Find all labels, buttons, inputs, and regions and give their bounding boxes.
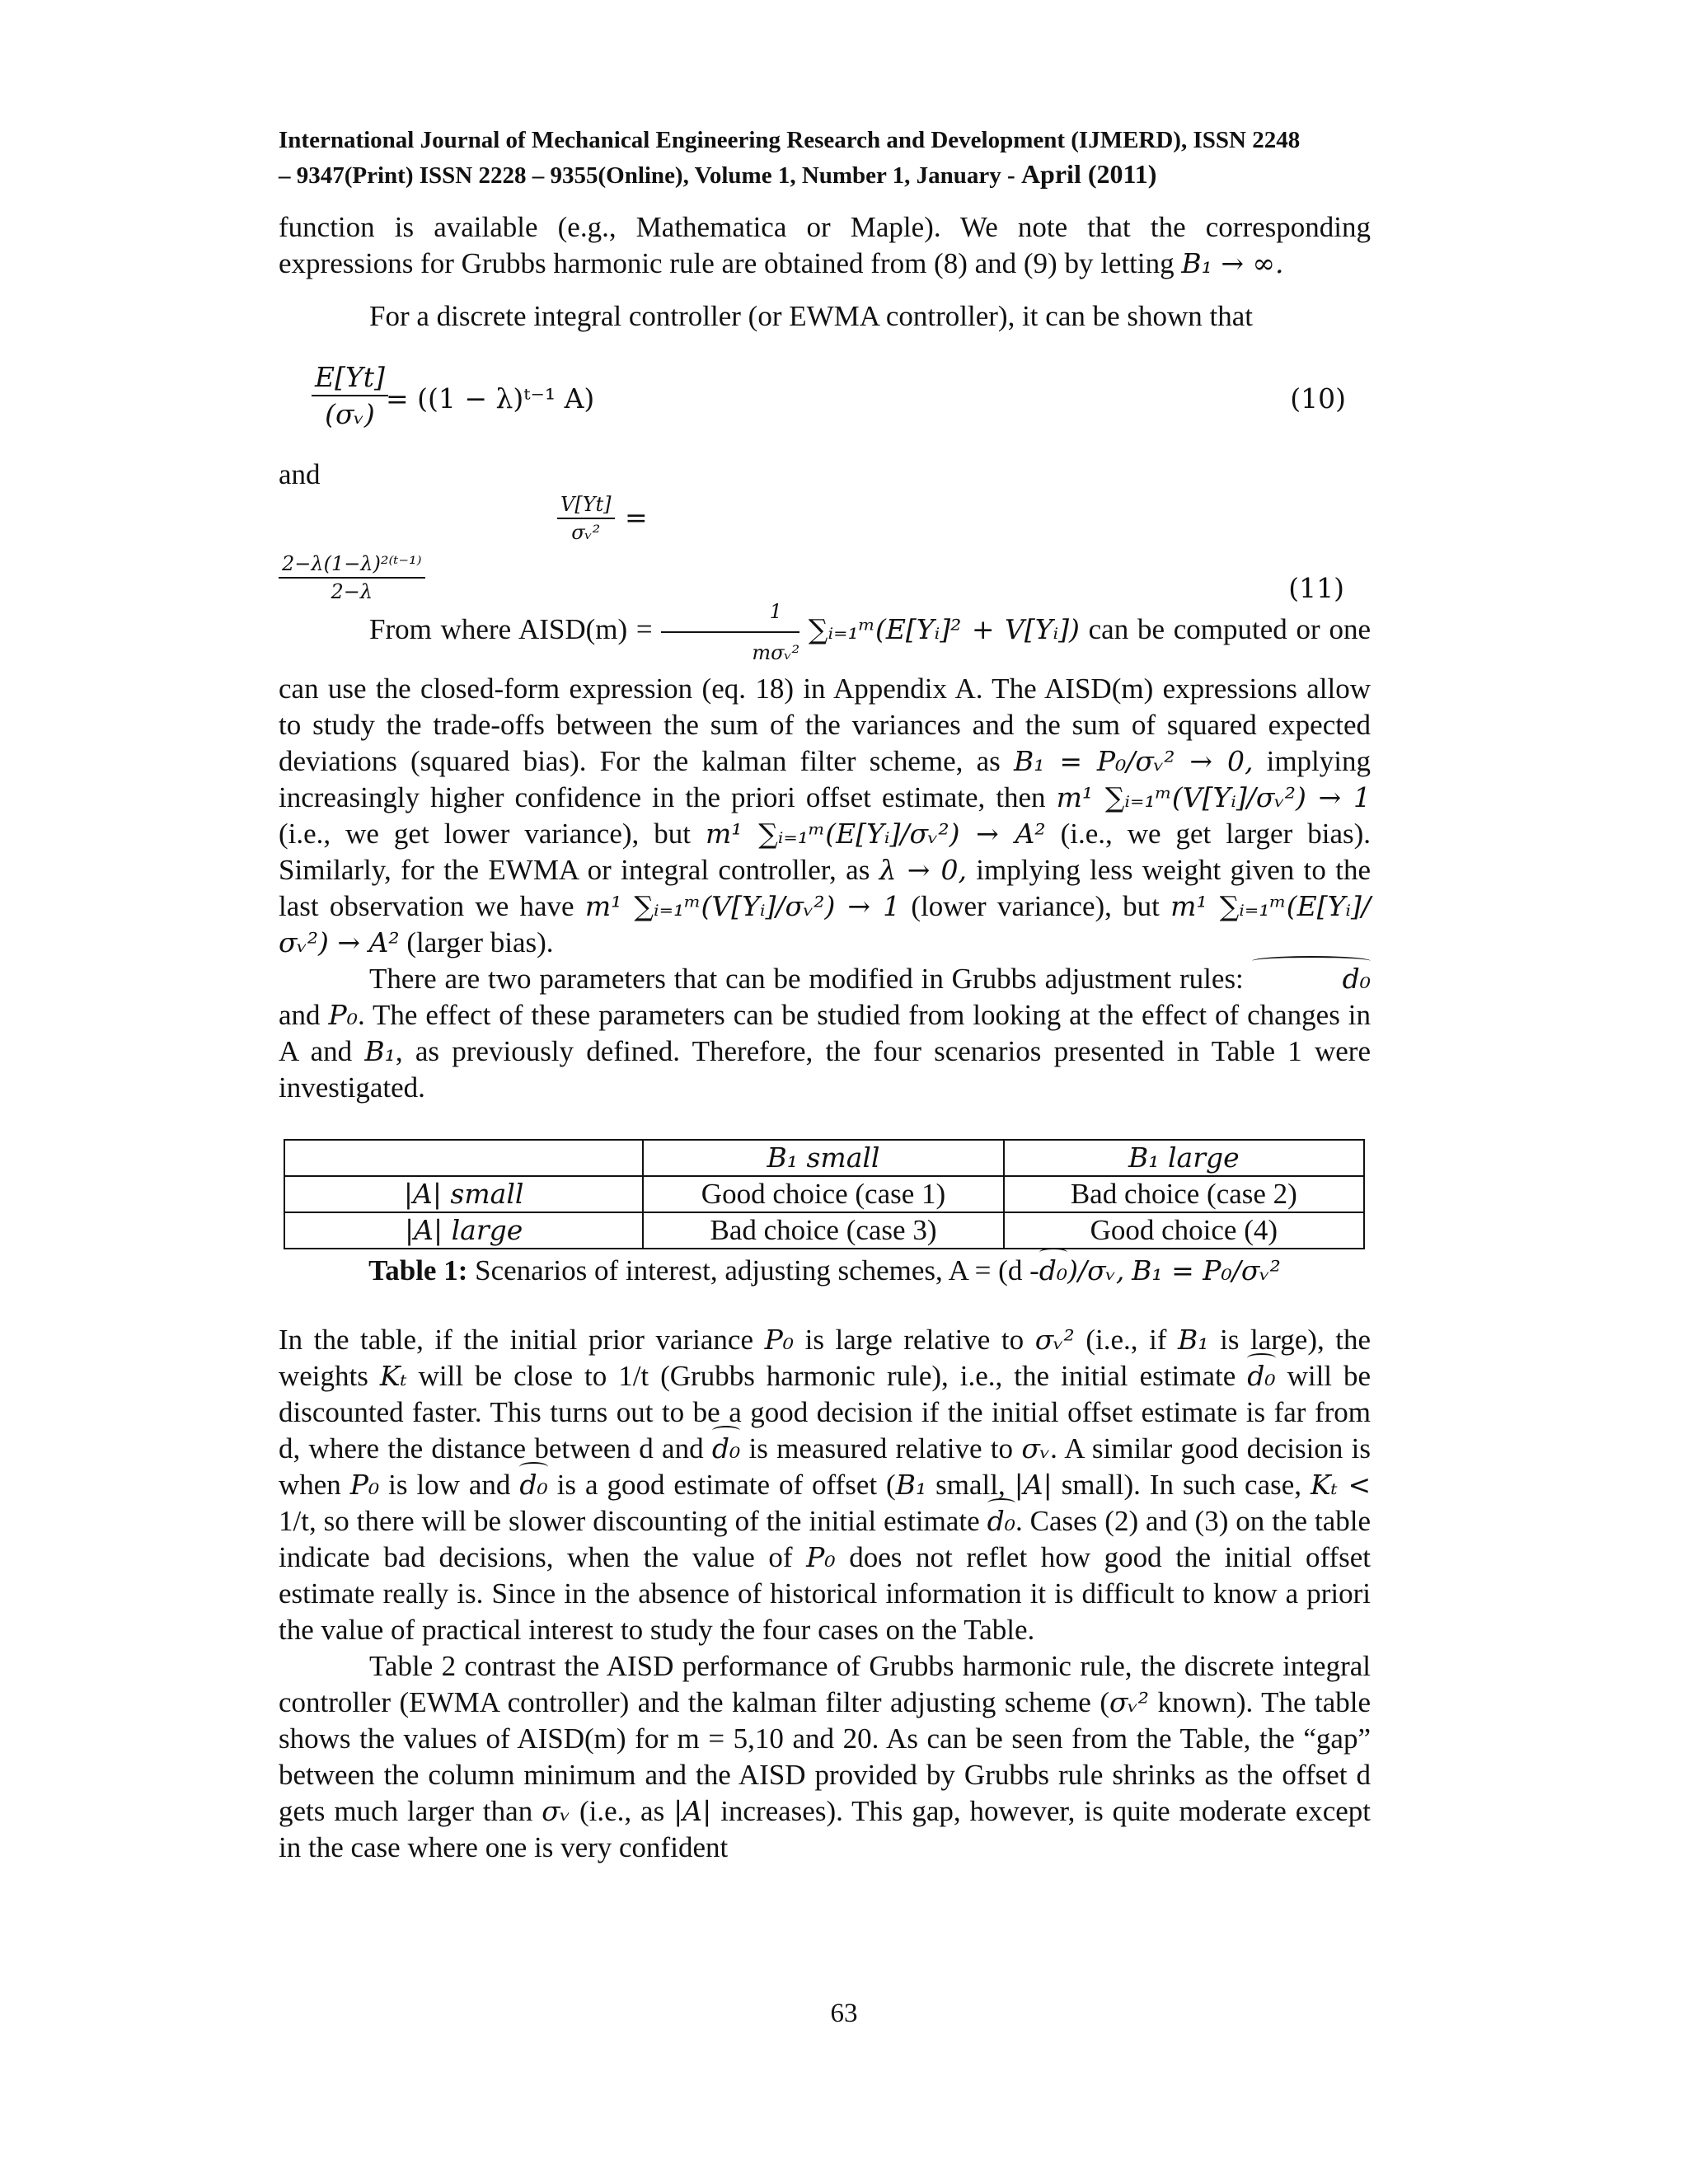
- table-header-row: B₁ small B₁ large: [284, 1140, 1364, 1176]
- journal-header: [279, 124, 1371, 193]
- paragraph-2: For a discrete integral controller (or EWMA controller), it can be shown that: [369, 300, 1254, 332]
- equation-11: $\frac{V[Yt]}{\text{σᵥ²}}$ = $\frac{\text{2−λ(1−λ)²⁽ᵗ⁻¹⁾}}{2-\lambda}$ (11): [279, 493, 1371, 595]
- table-1: [284, 1139, 1365, 1249]
- header-line-2-date: April (2011): [1020, 159, 1157, 189]
- table-row: |A| small Good choice (case 1) Bad choice (case 2): [284, 1176, 1364, 1212]
- header-line-2: – 9347(Print) ISSN 2228 – 9355(Online), Volume 1, Number 1, January -: [279, 162, 1021, 189]
- equation-11-label: (11): [1288, 572, 1344, 604]
- equation-10-label: (10): [1290, 382, 1346, 415]
- page-number: 63: [830, 1999, 858, 2028]
- paragraph-6: Table 2 contrast the AISD performance of Grubbs harmonic rule, the discrete integral controller (EWMA controller) and the kalman filter adjusting scheme (σᵥ² known). The table shows the values of AISD(m) for m = 5,10 and 20. As can be seen from the Table, the “gap” between the column minimum and the AISD provided by Grubbs rule shrinks as the offset d gets much larger than σᵥ (i.e., as |A| increases). This gap, however, is quite moderate except in the case where one is very confident: [279, 1650, 1372, 1863]
- paragraph-3: From where AISD(m) = $\frac{1}{\text{mσᵥ²}}$ ∑ᵢ₌₁ᵐ(E[Yᵢ]² + V[Yᵢ]) can be computed or one can use the closed-form expression (eq. 18) in Appendix A. The AISD(m) expressions allow to study the trade-offs between the sum of the variances and the sum of squared expected deviations (squared bias). For the kalman filter scheme, as B₁ = P₀/σᵥ² → 0, implying increasingly higher confidence in the priori offset estimate, then m¹ ∑ᵢ₌₁ᵐ(V[Yᵢ]/σᵥ²) → 1 (i.e., we get lower variance), but m¹ ∑ᵢ₌₁ᵐ(E[Yᵢ]/σᵥ²) → A² (i.e., we get larger bias). Similarly, for the EWMA or integral controller, as λ → 0, implying less weight given to the last observation we have m¹ ∑ᵢ₌₁ᵐ(V[Yᵢ]/σᵥ²) → 1 (lower variance), but m¹ ∑ᵢ₌₁ᵐ(E[Yᵢ]/σᵥ²) → A² (larger bias).: [279, 593, 1371, 961]
- table-row: |A| large Bad choice (case 3) Good choice (4): [284, 1212, 1364, 1249]
- header-line-1: International Journal of Mechanical Engineering Research and Development (IJMERD), ISSN 2248: [279, 127, 1301, 153]
- paragraph-5: In the table, if the initial prior variance P₀ is large relative to σᵥ² (i.e., if B₁ is large), the weights Kₜ will be close to 1/t (Grubbs harmonic rule), i.e., the initial estimate d₀ will be discounted faster. This turns out to be a good decision if the initial offset estimate is far from d, where the distance between d and d₀ is measured relative to σᵥ. A similar good decision is when P₀ is low and d₀ is a good estimate of offset (B₁ small, |A| small). In such case, Kₜ < 1/t, so there will be slower discounting of the initial estimate d₀. Cases (2) and (3) on the table indicate bad decisions, when the value of P₀ does not reflet how good the initial offset estimate really is. Since in the absence of historical information it is difficult to know a priori the value of practical interest to study the four cases on the Table.: [279, 1324, 1372, 1646]
- page-content: [279, 124, 1371, 1866]
- paragraph-1: function is available (e.g., Mathematica or Maple). We note that the corresponding expressions for Grubbs harmonic rule are obtained from (8) and (9) by letting B₁ → ∞.: [279, 211, 1371, 279]
- paragraph-4: There are two parameters that can be modified in Grubbs adjustment rules: d₀ and P₀. The effect of these parameters can be studied from looking at the effect of changes in A and B₁, as previously defined. Therefore, the four scenarios presented in Table 1 were investigated.: [279, 963, 1372, 1104]
- equation-10: $\frac{E[Yt]}{\text{(σᵥ)}}$ = ((1 − λ)ᵗ⁻¹ A) (10): [279, 354, 1371, 452]
- and-text: and: [279, 458, 321, 490]
- table-1-caption: Table 1: Scenarios of interest, adjusting schemes, A = (d -d₀)/σᵥ, B₁ = P₀/σᵥ²: [279, 1253, 1371, 1289]
